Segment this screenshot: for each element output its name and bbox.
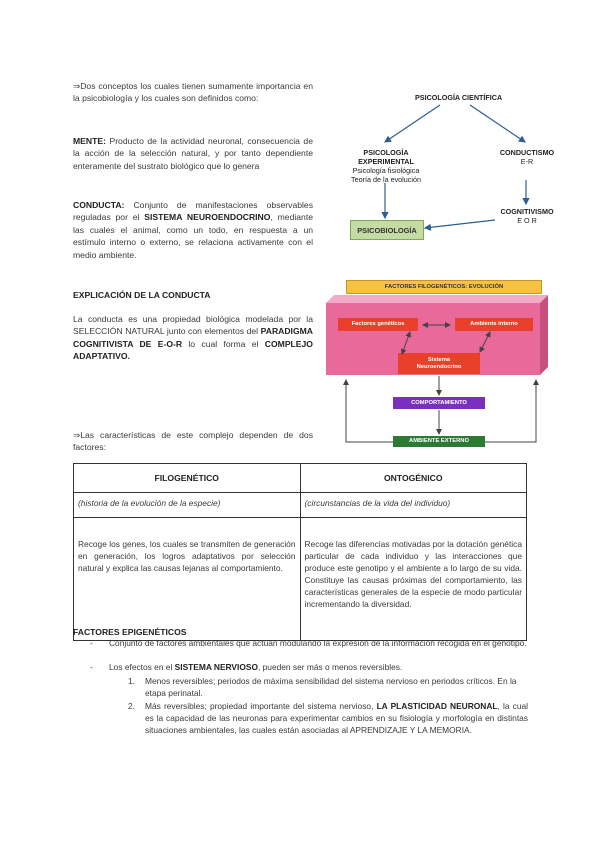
factores-filogeneticos-bar: FACTORES FILOGENÉTICOS: EVOLUCIÓN	[346, 280, 542, 294]
epigeneticos-heading: FACTORES EPIGENÉTICOS	[73, 627, 187, 637]
filogenetico-ontogenico-table	[73, 463, 527, 641]
explicacion-paragraph: La conducta es una propiedad biológica modelada por la SELECCIÓN NATURAL junto con elementos del PARADIGMA COGNITIVISTA DE E-O-R lo cual forma el COMPLEJO ADAPTATIVO.	[73, 314, 313, 362]
table-header-row	[74, 464, 527, 493]
arrow-ambiente-sistema	[480, 332, 490, 352]
diagram2-arrows	[330, 290, 560, 460]
arrow-top-right	[470, 105, 525, 142]
conductismo-node: CONDUCTISMO E-R	[499, 148, 555, 166]
psicobiologia-box: PSICOBIOLOGÍA	[350, 220, 424, 240]
conducta-definition: CONDUCTA: Conjunto de manifestaciones observables reguladas por el SISTEMA NEUROENDOCRINO, mediante las cuales el animal, como un todo, en respuesta a un estímulo interno o externo, se relaciona activamente con el medio ambiente.	[73, 200, 313, 260]
dash-bullet: -	[90, 662, 93, 672]
list-item: 2. Más reversibles; propiedad importante del sistema nervioso, LA PLASTICIDAD NEURONAL, la cual es la capacidad de las neuronas para experimentar cambios en su fisiología y morfología en distintas situaciones ambientales, las cuales están asociadas al APRENDIZAJE Y LA MEMORIA.	[128, 701, 529, 735]
subtitle-filogenetico: (historia de la evolución de la especie)	[74, 493, 301, 518]
arrow-right-loop	[485, 380, 536, 442]
mente-definition: MENTE: Producto de la actividad neuronal, consecuencia de la acción de la selección natural, y por tanto dependiente enteramente del sustrato biológico que lo genera	[73, 136, 313, 171]
cognitivismo-node: COGNITIVISMO E O R	[500, 207, 554, 225]
psicologia-cientifica-label: PSICOLOGÍA CIENTÍFICA	[415, 93, 503, 102]
explicacion-heading: EXPLICACIÓN DE LA CONDUCTA	[73, 290, 211, 300]
table-row	[74, 493, 527, 518]
item-number: 2.	[128, 701, 135, 711]
list-item: 1. Menos reversibles; periodos de máxima sensibilidad del sistema nervioso en periodos críticos. En la etapa perinatal.	[128, 676, 517, 698]
list-item: - Los efectos en el SISTEMA NERVIOSO, pueden ser más o menos reversibles.	[90, 662, 403, 672]
item-number: 1.	[128, 676, 135, 686]
arrow-icon: ⇒	[73, 81, 81, 91]
ambiente-externo-box: AMBIENTE EXTERNO	[393, 436, 485, 447]
psicologia-experimental-node: PSICOLOGÍA EXPERIMENTAL Psicología fisiológica Teoría de la evolución	[351, 148, 421, 184]
comportamiento-box: COMPORTAMIENTO	[393, 397, 485, 409]
mente-term: MENTE:	[73, 136, 106, 146]
table-row	[74, 518, 527, 641]
header-ontogenico: ONTOGÉNICO	[300, 464, 527, 493]
arrow-left-loop	[346, 380, 393, 442]
subtitle-ontogenico: (circunstancias de la vida del individuo)	[300, 493, 527, 518]
arrow-factores-sistema	[402, 332, 410, 354]
conducta-term: CONDUCTA:	[73, 200, 125, 210]
arrow-top-left	[385, 105, 440, 142]
body-filogenetico: Recoge los genes, los cuales se transmiten de generación en generación, los logros adaptativos por selección natural y explica las causas lejanas al comportamiento.	[74, 518, 301, 641]
sistema-neuroendocrino-box: Sistema Neuroendocrino	[398, 353, 480, 374]
body-ontogenico: Recoge las diferencias motivadas por la dotación genética particular de cada individuo y las interacciones que produce este genotipo y el ambiente a lo largo de su vida. Constituye las causas próximas del comportamiento, las características generales de la especie de modo particular incrementando la diversidad.	[300, 518, 527, 641]
intro-paragraph: ⇒Dos conceptos los cuales tienen sumamente importancia en la psicobiología y los cuales son definidos como:	[73, 81, 313, 104]
dash-bullet: -	[90, 638, 93, 648]
factores-geneticos-box: Factores genéticos	[338, 318, 418, 331]
arrow-icon: ⇒	[73, 430, 81, 440]
caracteristicas-paragraph: ⇒Las características de este complejo dependen de dos factores:	[73, 430, 313, 453]
arrow-cog-to-psico	[425, 220, 495, 228]
header-filogenetico: FILOGENÉTICO	[74, 464, 301, 493]
list-item: - Conjunto de factores ambientales que actúan modulando la expresión de la información recogida en el genotipo.	[90, 638, 527, 648]
ambiente-interno-box: Ambiente interno	[455, 318, 533, 331]
